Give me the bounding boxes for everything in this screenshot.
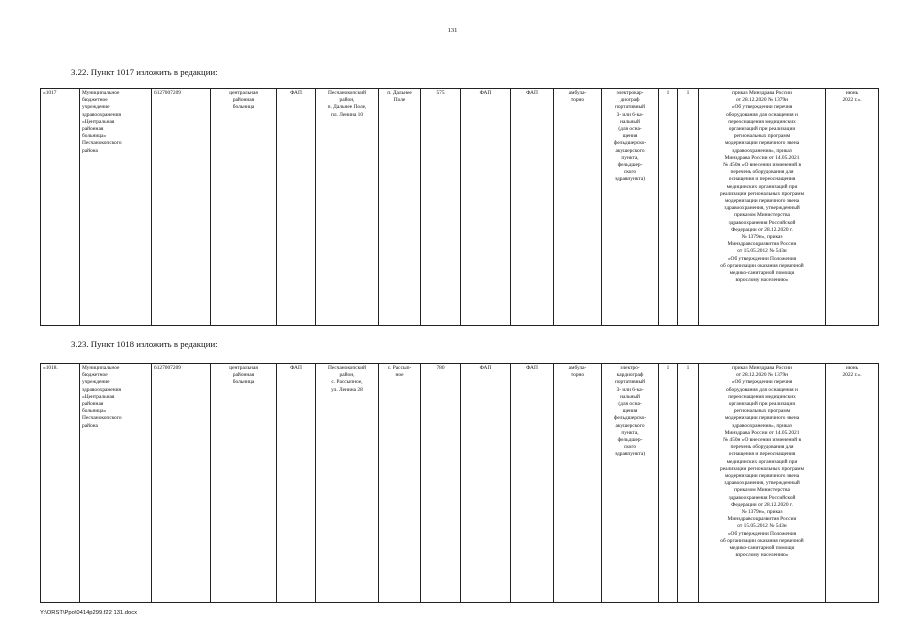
cell-number: «1017 bbox=[41, 89, 80, 326]
cell-legal-basis: приказ Минздрава России от 28.12.2020 № 1379н «Об утверждении перечня оборудования для оснащения и переоснащения медицинских организаций при реализации региональных программ модернизации первичного звена здравоохранения», приказ Минздрава России от 14.05.2021 № 450н «О внесении изменений в перечень оборудования для оснащения и переоснащения медицинских организаций при реализации региональных программ модернизации первичного звена здравоохранения, утвержденный приказом Министерства здравоохранения Российской Федерации от 28.12.2020 г. № 1379н», приказ Минздравсоцразвития России от 15.05.2012 № 543н «Об утверждении Положения об организации оказания первичной медико-санитарной помощи взрослому населению» bbox=[699, 89, 826, 326]
cell-population: 780 bbox=[421, 364, 461, 603]
cell-org-type: центральная районная больница bbox=[211, 89, 277, 326]
cell-locality: с. Рассып- ное bbox=[379, 364, 421, 603]
cell-quantity-2: 1 bbox=[678, 364, 699, 603]
cell-locality: п. Дальнее Поле bbox=[379, 89, 421, 326]
cell-number: «1018. bbox=[41, 364, 80, 603]
cell-legal-basis: приказ Минздрава России от 28.12.2020 № 1379н «Об утверждении перечня оборудования для оснащения и переоснащения медицинских организаций при реализации региональных программ модернизации первичного звена здравоохранения», приказ Минздрава России от 14.05.2021 № 450н «О внесении изменений в перечень оборудования для оснащения и переоснащения медицинских организаций при реализации региональных программ модернизации первичного звена здравоохранения, утвержденный приказом Министерства здравоохранения Российской Федерации от 28.12.2020 г. № 1379н», приказ Минздравсоцразвития России от 15.05.2012 № 543н «Об утверждении Положения об организации оказания первичной медико-санитарной помощи взрослому населению» bbox=[699, 364, 826, 603]
cell-quantity-1: 1 bbox=[659, 364, 678, 603]
cell-equipment: электрокар- диограф портативный 3- или 6-ка- нальный (для осна- щения фельдшерско- акушерского пункта, фельдшер- ского здравпункта) bbox=[602, 89, 659, 326]
table-row bbox=[41, 364, 879, 603]
cell-unit: ФАП bbox=[277, 89, 316, 326]
cell-date: июнь 2022 г.». bbox=[826, 364, 879, 603]
register-table-1017 bbox=[40, 88, 879, 326]
cell-address: Песчанокопский район, п. Дальнее Поле, пл. Ленина 10 bbox=[316, 89, 379, 326]
cell-organization: Муниципальное бюджетное учреждение здравоохранения «Центральная районная больница» Песчанокопского района bbox=[80, 89, 152, 326]
cell-unit: ФАП bbox=[277, 364, 316, 603]
section-heading-1017: 3.22. Пункт 1017 изложить в редакции: bbox=[71, 67, 218, 77]
cell-care-type: амбула- торно bbox=[554, 89, 602, 326]
cell-organization: Муниципальное бюджетное учреждение здравоохранения «Центральная районная больница» Песчанокопского района bbox=[80, 364, 152, 603]
cell-fap-2: ФАП bbox=[511, 364, 554, 603]
page-number: 131 bbox=[447, 27, 458, 34]
cell-date: июнь 2022 г.». bbox=[826, 89, 879, 326]
cell-fap-2: ФАП bbox=[511, 89, 554, 326]
register-table-1018 bbox=[40, 363, 879, 603]
cell-fap-1: ФАП bbox=[461, 364, 511, 603]
cell-population: 575 bbox=[421, 89, 461, 326]
cell-equipment: электро- кардиограф портативный 3- или 6-ка- нальный (для осна- щения фельдшерско- акушерского пункта, фельдшер- ского здравпункта) bbox=[602, 364, 659, 603]
cell-org-type: центральная районная больница bbox=[211, 364, 277, 603]
table-row bbox=[41, 89, 879, 326]
cell-inn: 6127007209 bbox=[152, 89, 211, 326]
cell-address: Песчанокопский район, с. Рассыпное, ул. Ленина 28 bbox=[316, 364, 379, 603]
cell-inn: 6127007209 bbox=[152, 364, 211, 603]
cell-quantity-1: 1 bbox=[659, 89, 678, 326]
cell-care-type: амбула- торно bbox=[554, 364, 602, 603]
cell-quantity-2: 1 bbox=[678, 89, 699, 326]
cell-fap-1: ФАП bbox=[461, 89, 511, 326]
file-path-footer: Y:\ORST\Ppo\0414p299.f22 131.docx bbox=[40, 610, 138, 616]
section-heading-1018: 3.23. Пункт 1018 изложить в редакции: bbox=[71, 339, 218, 349]
